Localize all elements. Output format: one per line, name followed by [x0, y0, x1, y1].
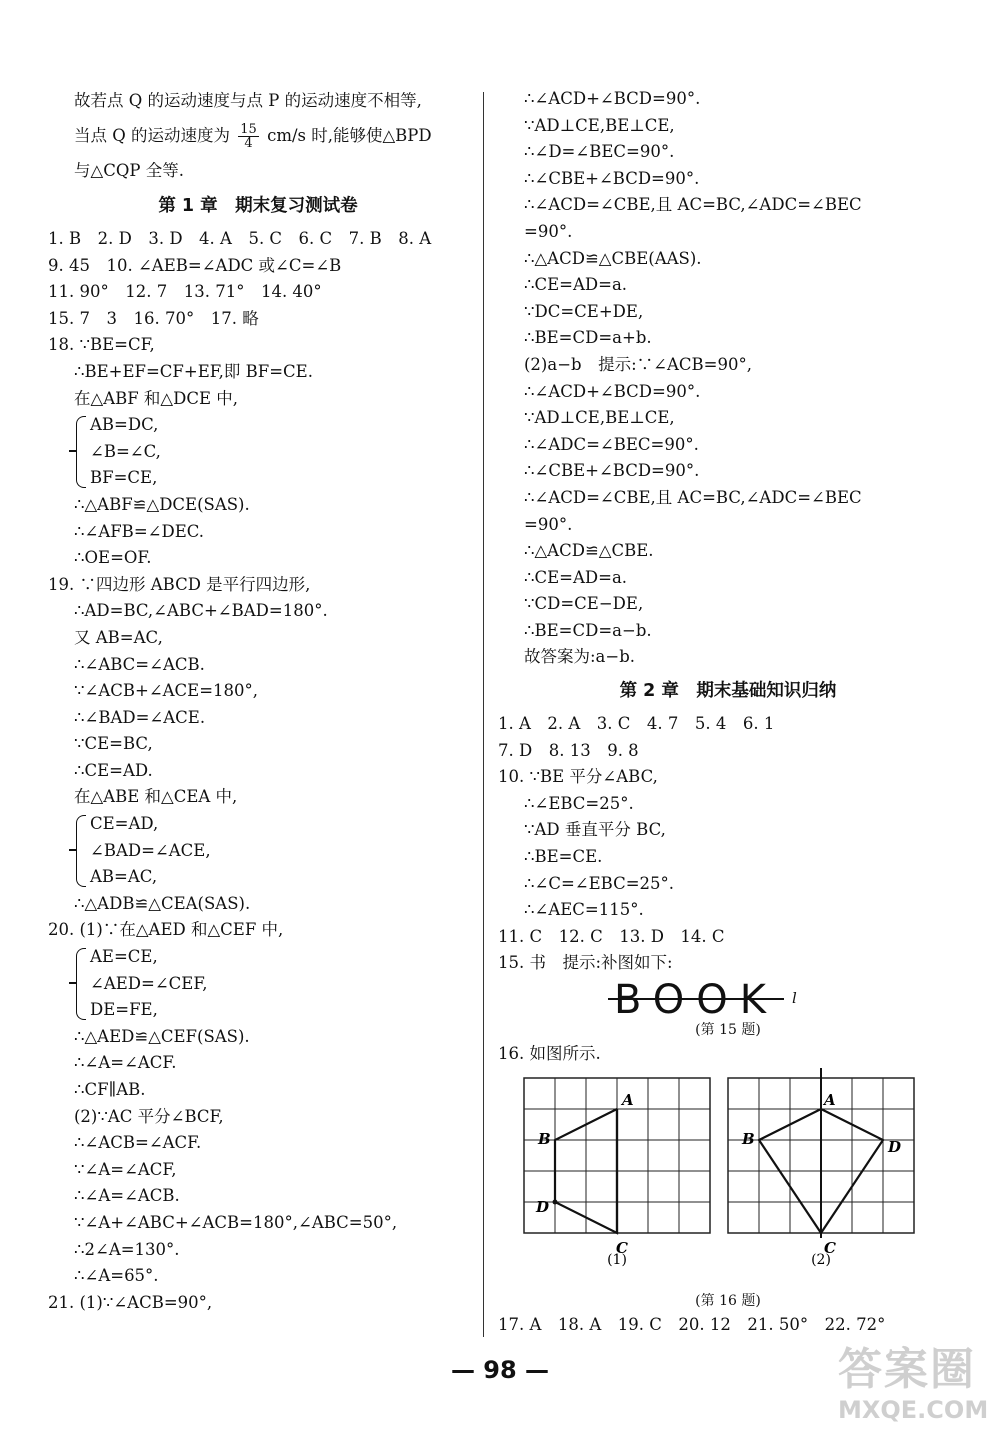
- proof-line: 在△ABF 和△DCE 中,: [74, 388, 239, 408]
- proof-line: ∴△ADB≌△CEA(SAS).: [74, 893, 251, 913]
- brace-system: [48, 811, 468, 891]
- watermark-text: 答案圈: [838, 1344, 976, 1395]
- proof-line: ∴∠AFB=∠DEC.: [74, 521, 205, 541]
- proof-line: (2)a−b 提示:∵∠ACB=90°,: [524, 354, 752, 374]
- proof-line: ∴∠ACD+∠BCD=90°.: [524, 89, 701, 108]
- proof-line: ∵AD⊥CE,BE⊥CE,: [524, 408, 675, 428]
- proof-line: ∵CE=BC,: [74, 734, 153, 754]
- proof-line: 又 AB=AC,: [74, 627, 163, 647]
- proof-line: ∴BE+EF=CF+EF,即 BF=CE.: [74, 361, 313, 381]
- fraction: [238, 123, 259, 150]
- figure-15: [498, 977, 958, 1019]
- proof-line: ∵CD=CE−DE,: [524, 594, 644, 614]
- question-21-head: 21. (1)∵∠ACB=90°,: [48, 1292, 213, 1312]
- grid-figures: [498, 1068, 958, 1268]
- proof-line: ∴∠ACD+∠BCD=90°.: [524, 381, 701, 401]
- grid-2: [728, 1068, 914, 1257]
- question-10-head: 10. ∵BE 平分∠ABC,: [498, 767, 658, 787]
- figure-caption: (第 15 题): [695, 1022, 761, 1038]
- proof-line: ∴△AED≌△CEF(SAS).: [74, 1026, 250, 1046]
- proof-line: ∴∠A=∠ACB.: [74, 1186, 180, 1206]
- brace-item: AB=DC,: [90, 415, 159, 435]
- subfigure-label-1: (1): [607, 1251, 627, 1268]
- proof-line: ∴AD=BC,∠ABC+∠BAD=180°.: [74, 601, 328, 621]
- proof-line: ∵∠ACB+∠ACE=180°,: [74, 681, 259, 701]
- book-letters: BOOK: [614, 977, 778, 1019]
- label-d: D: [888, 1137, 902, 1156]
- answer-line: 11. 90° 12. 7 13. 71° 14. 40°: [48, 282, 322, 302]
- text-line: [48, 116, 468, 156]
- proof-line: ∵∠A+∠ABC+∠ACB=180°,∠ABC=50°,: [74, 1212, 398, 1232]
- question-20-head: 20. (1)∵在△AED 和△CEF 中,: [48, 920, 284, 940]
- figure-caption: (第 16 题): [695, 1292, 761, 1309]
- brace-system: [48, 412, 468, 492]
- answer-line: 1. B 2. D 3. D 4. A 5. C 6. C 7. B 8. A: [48, 229, 432, 248]
- brace-item: ∠BAD=∠ACE,: [90, 840, 211, 860]
- book-figure: [608, 977, 848, 1019]
- text-line: 与△CQP 全等.: [74, 161, 184, 180]
- proof-line: (2)∵AC 平分∠BCF,: [74, 1106, 224, 1126]
- watermark-logo: [838, 1345, 988, 1437]
- answer-line: 9. 45 10. ∠AEB=∠ADC 或∠C=∠B: [48, 255, 342, 275]
- brace: [76, 815, 86, 887]
- question-15-line: 15. 书 提示:补图如下:: [498, 953, 673, 973]
- answer-line: 1. A 2. A 3. C 4. 7 5. 4 6. 1: [498, 714, 775, 734]
- proof-line: ∴△ACD≌△CBE(AAS).: [524, 248, 702, 268]
- proof-line: ∴CE=AD=a.: [524, 275, 628, 295]
- label-c: C: [616, 1238, 628, 1257]
- proof-line: ∴∠ACB=∠ACF.: [74, 1133, 202, 1153]
- label-a: A: [622, 1090, 634, 1109]
- question-19-head: 19. ∵四边形 ABCD 是平行四边形,: [48, 574, 311, 594]
- proof-line: ∴∠AEC=115°.: [524, 900, 644, 920]
- label-b: B: [538, 1129, 551, 1148]
- proof-line: ∴△ACD≌△CBE.: [524, 541, 654, 561]
- proof-line: ∴CE=AD.: [74, 760, 153, 780]
- fraction-numerator: 15: [240, 122, 257, 137]
- proof-line: ∴∠C=∠EBC=25°.: [524, 873, 675, 893]
- brace: [76, 948, 86, 1020]
- proof-line: ∴CF∥AB.: [74, 1080, 146, 1099]
- proof-line: ∴∠EBC=25°.: [524, 793, 634, 813]
- page-number: — 98 —: [450, 1356, 550, 1384]
- fraction-denominator: 4: [244, 136, 253, 151]
- proof-line: 在△ABE 和△CEA 中,: [74, 787, 238, 807]
- label-b: B: [742, 1129, 755, 1148]
- proof-line: 故答案为:a−b.: [524, 647, 636, 667]
- proof-line: ∴∠ACD=∠CBE,且 AC=BC,∠ADC=∠BEC: [524, 195, 862, 215]
- proof-line: ∴BE=CE.: [524, 847, 603, 867]
- proof-line: ∴∠A=65°.: [74, 1266, 159, 1286]
- proof-line: ∵DC=CE+DE,: [524, 301, 644, 321]
- right-column: [498, 86, 958, 1338]
- proof-line: ∴2∠A=130°.: [74, 1239, 180, 1259]
- brace-item: CE=AD,: [90, 814, 159, 834]
- brace-item: AB=AC,: [90, 867, 158, 887]
- brace-item: BF=CE,: [90, 468, 158, 488]
- label-c: C: [824, 1238, 836, 1257]
- question-16-line: 16. 如图所示.: [498, 1044, 601, 1063]
- brace: [76, 416, 86, 488]
- point-d-dot: [553, 1199, 558, 1204]
- watermark-url: MXQE.COM: [838, 1396, 989, 1424]
- label-d: D: [536, 1197, 550, 1216]
- proof-line: ∴∠D=∠BEC=90°.: [524, 142, 675, 162]
- proof-line: ∴∠ABC=∠ACB.: [74, 654, 205, 674]
- label-a: A: [824, 1090, 836, 1109]
- answer-line: 17. A 18. A 19. C 20. 12 21. 50° 22. 72°: [498, 1314, 886, 1334]
- proof-line: =90°.: [524, 221, 573, 241]
- proof-line: ∴∠A=∠ACF.: [74, 1053, 177, 1073]
- question-18-head: 18. ∵BE=CF,: [48, 335, 155, 355]
- brace-item: DE=FE,: [90, 1000, 158, 1020]
- brace-item: ∠B=∠C,: [90, 441, 161, 461]
- section-heading: 第 1 章 期末复习测试卷: [158, 196, 358, 216]
- proof-line: ∴△ABF≌△DCE(SAS).: [74, 494, 250, 514]
- column-divider: [483, 92, 484, 1337]
- proof-line: ∵∠A=∠ACF,: [74, 1159, 177, 1179]
- brace-item: AE=CE,: [90, 947, 158, 967]
- proof-line: =90°.: [524, 514, 573, 534]
- proof-line: ∴∠ACD=∠CBE,且 AC=BC,∠ADC=∠BEC: [524, 487, 862, 507]
- left-column: [48, 86, 468, 1316]
- proof-line: ∴BE=CD=a−b.: [524, 620, 652, 640]
- figure-16: [498, 1068, 958, 1290]
- text-line: 故若点 Q 的运动速度与点 P 的运动速度不相等,: [74, 91, 422, 110]
- proof-line: ∴∠CBE+∠BCD=90°.: [524, 168, 700, 188]
- line-l-label: l: [792, 989, 797, 1007]
- answer-line: 15. 7 3 16. 70° 17. 略: [48, 308, 259, 328]
- proof-line: ∴OE=OF.: [74, 548, 152, 568]
- subfigure-label-2: (2): [811, 1251, 831, 1268]
- brace-system: [48, 944, 468, 1024]
- answer-line: 11. C 12. C 13. D 14. C: [498, 926, 725, 946]
- proof-line: ∵AD 垂直平分 BC,: [524, 820, 666, 840]
- proof-line: ∴BE=CD=a+b.: [524, 328, 652, 348]
- text-fragment: 当点 Q 的运动速度为: [74, 126, 231, 145]
- grid-1: [524, 1078, 710, 1257]
- proof-line: ∵AD⊥CE,BE⊥CE,: [524, 115, 675, 135]
- proof-line: ∴∠ADC=∠BEC=90°.: [524, 434, 699, 454]
- proof-line: ∴CE=AD=a.: [524, 567, 628, 587]
- answer-line: 7. D 8. 13 9. 8: [498, 740, 639, 760]
- section-heading: 第 2 章 期末基础知识归纳: [619, 681, 837, 702]
- proof-line: ∴∠BAD=∠ACE.: [74, 707, 206, 727]
- text-fragment: cm/s 时,能够使△BPD: [267, 126, 432, 145]
- brace-item: ∠AED=∠CEF,: [90, 973, 208, 993]
- proof-line: ∴∠CBE+∠BCD=90°.: [524, 461, 700, 481]
